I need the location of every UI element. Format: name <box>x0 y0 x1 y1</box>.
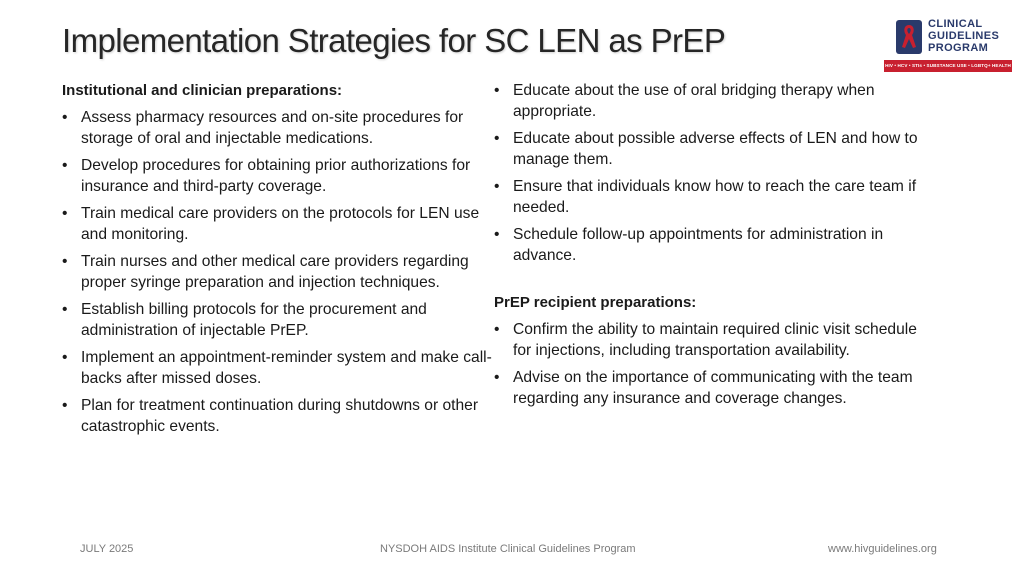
footer-website: www.hivguidelines.org <box>828 543 937 555</box>
list-item: • Ensure that individuals know how to reach the care team if needed. <box>494 176 934 218</box>
list-item: • Educate about possible adverse effects of LEN and how to manage them. <box>494 128 934 170</box>
list-item: • Develop procedures for obtaining prior authorizations for insurance and third-party coverage. <box>62 155 498 197</box>
recipient-list <box>494 319 934 409</box>
logo-line-3: PROGRAM <box>928 42 989 54</box>
logo-line-1: CLINICAL <box>928 18 983 30</box>
list-item: • Implement an appointment-reminder system and make call-backs after missed doses. <box>62 347 498 389</box>
footer-organization: NYSDOH AIDS Institute Clinical Guidelines Program <box>380 543 636 555</box>
list-item: • Educate about the use of oral bridging therapy when appropriate. <box>494 80 934 122</box>
list-item: • Assess pharmacy resources and on-site procedures for storage of oral and injectable medications. <box>62 107 498 149</box>
logo-tagline: HIV • HCV • STIs • SUBSTANCE USE • LGBTQ+ HEALTH <box>884 60 1012 72</box>
recipient-heading: PrEP recipient preparations: <box>494 294 697 311</box>
list-item: • Advise on the importance of communicating with the team regarding any insurance and coverage changes. <box>494 367 934 409</box>
logo-wordmark <box>928 18 999 54</box>
list-item: • Train medical care providers on the protocols for LEN use and monitoring. <box>62 203 498 245</box>
clinical-guidelines-logo <box>884 14 1012 76</box>
education-list <box>494 80 934 266</box>
footer-date: JULY 2025 <box>80 543 134 555</box>
list-item: • Establish billing protocols for the procurement and administration of injectable PrEP. <box>62 299 498 341</box>
institutional-list <box>62 107 498 437</box>
logo-line-2: GUIDELINES <box>928 30 1000 42</box>
slide-title: Implementation Strategies for SC LEN as PrEP <box>62 22 726 59</box>
left-column <box>62 80 498 443</box>
list-item: • Confirm the ability to maintain required clinic visit schedule for injections, including transportation availability. <box>494 319 934 361</box>
institutional-heading: Institutional and clinician preparations: <box>62 82 343 99</box>
list-item: • Train nurses and other medical care providers regarding proper syringe preparation and injection techniques. <box>62 251 498 293</box>
list-item: • Plan for treatment continuation during shutdowns or other catastrophic events. <box>62 395 498 437</box>
list-item: • Schedule follow-up appointments for administration in advance. <box>494 224 934 266</box>
red-ribbon-icon <box>896 20 922 54</box>
right-column <box>494 80 934 415</box>
